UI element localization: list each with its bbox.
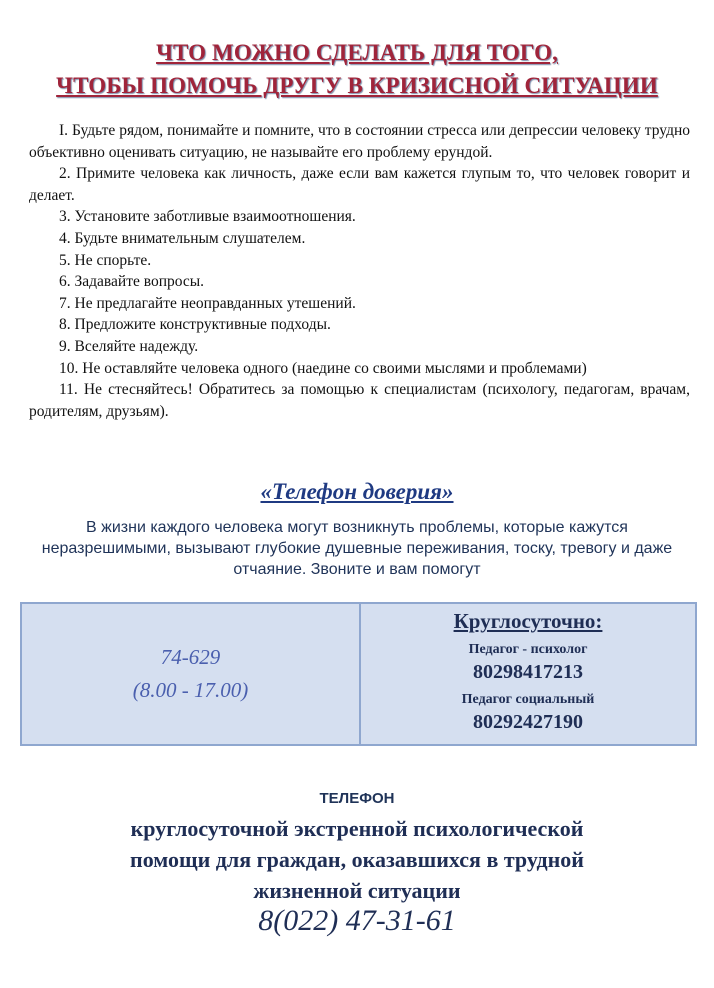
advice-item: 11. Не стесняйтесь! Обратитесь за помощью к специалистам (психологу, педагогам, врачам, родителям, друзьям). — [29, 381, 690, 420]
local-phone-number[interactable]: 74-629 — [160, 645, 221, 669]
emergency-label: ТЕЛЕФОН — [319, 790, 395, 807]
round-clock-cell — [361, 604, 695, 744]
contact-number-social[interactable]: 80292427190 — [473, 711, 583, 733]
hotline-title: «Телефон доверия» — [260, 479, 454, 504]
local-phone-cell — [22, 604, 361, 744]
title-line-2: ЧТОБЫ ПОМОЧЬ ДРУГУ В КРИЗИСНОЙ СИТУАЦИИ — [56, 73, 658, 98]
advice-item: 8. Предложите конструктивные подходы. — [59, 316, 331, 334]
hotline-description: В жизни каждого человека могут возникнуть проблемы, которые кажутся неразрешимыми, вызывают глубокие душевные переживания, тоску, тревогу и даже отчаяние. Звоните и вам помогут — [41, 519, 673, 578]
advice-item: 6. Задавайте вопросы. — [59, 273, 205, 291]
advice-item: 7. Не предлагайте неоправданных утешений. — [59, 294, 356, 312]
emergency-phone-number[interactable]: 8(022) 47-31-61 — [258, 904, 456, 937]
emergency-description-line: круглосуточной экстренной психологической — [130, 816, 584, 841]
contact-role-social: Педагог социальный — [461, 692, 595, 707]
advice-list — [29, 120, 690, 422]
phone-table — [20, 602, 697, 746]
title-line-1: ЧТО МОЖНО СДЕЛАТЬ ДЛЯ ТОГО, — [156, 40, 558, 65]
round-clock-label: Круглосуточно: — [453, 609, 603, 633]
contact-role-psychologist: Педагог - психолог — [468, 642, 588, 657]
advice-item: 5. Не спорьте. — [59, 251, 152, 269]
advice-item: 2. Примите человека как личность, даже если вам кажется глупым то, что человек говорит и делает. — [29, 165, 690, 204]
emergency-description — [0, 813, 714, 906]
advice-item: 10. Не оставляйте человека одного (наедине со своими мыслями и проблемами) — [59, 359, 587, 377]
advice-item: I. Будьте рядом, понимайте и помните, что в состоянии стресса или депрессии человеку трудно объективно оценивать ситуацию, не называйте его проблему ерундой. — [29, 122, 690, 161]
page-title — [0, 36, 714, 102]
emergency-description-line: помощи для граждан, оказавшихся в трудной — [130, 847, 584, 872]
advice-item: 4. Будьте внимательным слушателем. — [59, 229, 306, 247]
local-phone-hours: (8.00 - 17.00) — [132, 678, 249, 702]
advice-item: 9. Вселяйте надежду. — [59, 337, 199, 355]
emergency-description-line: жизненной ситуации — [253, 878, 461, 903]
advice-item: 3. Установите заботливые взаимоотношения. — [59, 208, 356, 226]
contact-number-psychologist[interactable]: 80298417213 — [473, 661, 583, 683]
